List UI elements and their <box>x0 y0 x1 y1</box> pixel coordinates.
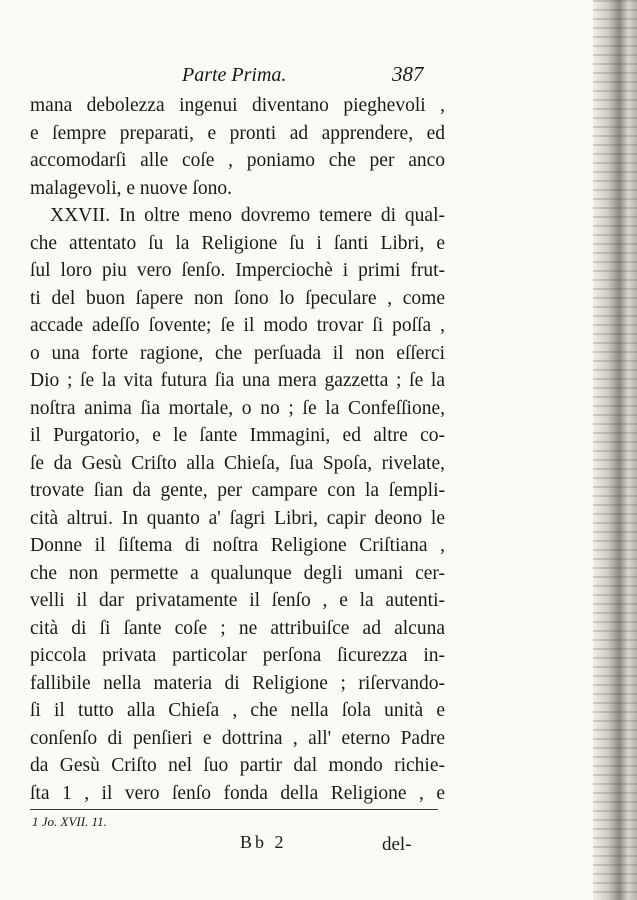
text-line: che non permette a qualunque degli umani cer- <box>30 562 445 584</box>
section-heading-line: XXVII. In oltre meno dovremo temere di qual- <box>50 205 445 226</box>
catchword: del- <box>382 834 412 855</box>
signature-mark: Bb 2 <box>240 832 287 852</box>
text-line: ſta 1 , il vero ſenſo fonda della Religione , e <box>30 782 445 804</box>
text-line: malagevoli, e nuove ſono. <box>30 177 232 199</box>
text-line: da Gesù Criſto nel ſuo partir dal mondo richie- <box>30 755 445 776</box>
text-line: cità di ſi ſante coſe ; ne attribuiſce ad alcuna <box>30 617 445 639</box>
text-line: ſi il tutto alla Chieſa , che nella ſola unità e <box>30 700 445 721</box>
text-line: mana debolezza ingenui diventano pieghevoli , <box>30 95 445 116</box>
footnote: 1 Jo. XVII. 11. <box>32 814 107 829</box>
text-line: e ſempre preparati, e pronti ad apprendere, ed <box>30 122 445 144</box>
text-line: fallibile nella materia di Religione ; riſervando- <box>30 672 445 694</box>
text-line: o una forte ragione, che perſuada il non eſſerci <box>30 342 445 364</box>
body-text <box>30 92 445 807</box>
text-line: ſul loro piu vero ſenſo. Imperciochè i primi frut- <box>30 260 445 281</box>
running-head: Parte Prima. <box>182 64 287 86</box>
text-line: piccola privata particolar perſona ſicurezza in- <box>30 645 445 666</box>
text-line: ti del buon ſapere non ſono lo ſpeculare , come <box>30 287 445 309</box>
text-line: che attentato ſu la Religione ſu i ſanti Libri, e <box>30 232 445 254</box>
text-line: Dio ; ſe la vita futura ſia una mera gazzetta ; ſe la <box>30 370 445 391</box>
text-line: accade adeſſo ſovente; ſe il modo trovar ſi poſſa , <box>30 315 445 336</box>
text-line: cità altrui. In quanto a' ſagri Libri, capir deono le <box>30 507 445 529</box>
footnote-rule <box>30 809 438 810</box>
text-line: ſe da Gesù Criſto alla Chieſa, ſua Spoſa, rivelate, <box>30 452 445 474</box>
text-line: conſenſo di penſieri e dottrina , all' eterno Padre <box>30 727 445 749</box>
text-line: trovate ſian da gente, per campare con la ſempli- <box>30 480 445 501</box>
book-spine-shadow <box>593 0 637 900</box>
text-line: noſtra anima ſia mortale, o no ; ſe la Confeſſione, <box>30 397 445 419</box>
text-line: Donne il ſiſtema di noſtra Religione Criſtiana , <box>30 535 445 556</box>
page-number: 387 <box>392 62 424 86</box>
text-line: accomodarſi alle coſe , poniamo che per anco <box>30 150 445 171</box>
text-line: velli il dar privatamente il ſenſo , e la autenti- <box>30 590 445 611</box>
text-line: il Purgatorio, e le ſante Immagini, ed altre co- <box>30 425 445 446</box>
